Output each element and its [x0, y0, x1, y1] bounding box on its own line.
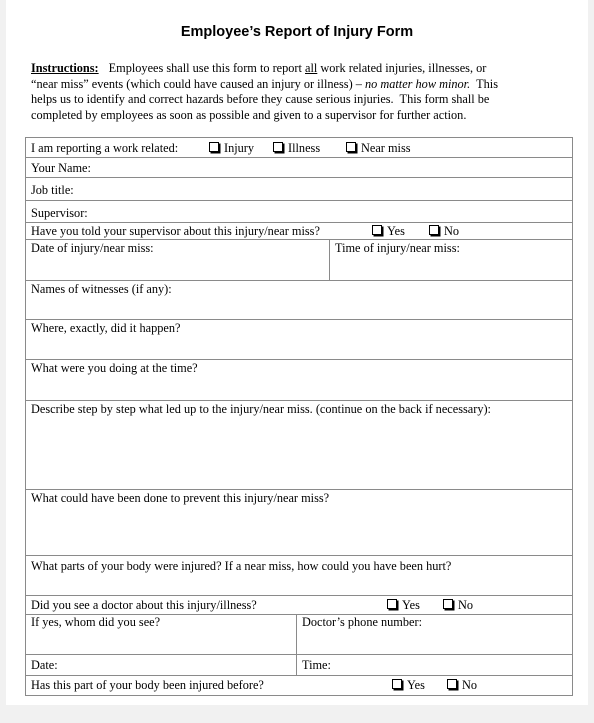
checkbox-square-icon [447, 679, 457, 689]
date-field[interactable] [26, 655, 296, 675]
row-see-doctor [26, 596, 572, 615]
checkbox-no-label: No [458, 598, 474, 612]
body-parts-label: What parts of your body were injured? If a near miss, how could you have been hurt? [31, 559, 452, 573]
instructions-text: “near miss” events (which could have caused an injury or illness) – [31, 76, 365, 91]
row-describe[interactable] [26, 401, 572, 490]
checkbox-illness[interactable] [273, 141, 320, 156]
see-doctor-label: Did you see a doctor about this injury/illness? [31, 598, 257, 612]
instructions-line-1 [31, 61, 551, 77]
checkbox-near-miss-label: Near miss [361, 141, 411, 155]
time-label: Time: [302, 658, 331, 672]
doing-label: What were you doing at the time? [31, 361, 198, 375]
instructions-line-3: helps us to identify and correct hazards before they cause serious injuries. This form shall be [31, 92, 490, 107]
whom-field[interactable] [26, 615, 296, 654]
witnesses-label: Names of witnesses (if any): [31, 282, 172, 296]
checkbox-before-yes[interactable] [392, 678, 425, 693]
row-injured-before [26, 676, 572, 696]
row-job-title[interactable] [26, 178, 572, 201]
checkbox-yes-label: Yes [387, 224, 405, 238]
time-injury-field[interactable] [329, 240, 572, 280]
checkbox-square-icon [372, 225, 382, 235]
instructions-line-2 [31, 77, 551, 93]
checkbox-square-icon [387, 599, 397, 609]
checkbox-told-yes[interactable] [372, 224, 405, 239]
instructions-text: work related injuries, illnesses, or [317, 61, 487, 75]
row-whom-phone [26, 615, 572, 655]
checkbox-no-label: No [444, 224, 460, 238]
page-edge-left [0, 0, 6, 723]
row-date-time [26, 655, 572, 676]
page-title: Employee’s Report of Injury Form [180, 24, 414, 40]
time-field[interactable] [296, 655, 572, 675]
date-injury-label: Date of injury/near miss: [31, 241, 154, 255]
checkbox-square-icon [443, 599, 453, 609]
checkbox-before-no[interactable] [447, 678, 477, 693]
row-witnesses[interactable] [26, 281, 572, 320]
describe-label: Describe step by step what led up to the injury/near miss. (continue on the back if necessary): [31, 402, 491, 416]
checkbox-near-miss[interactable] [346, 141, 411, 156]
injury-form-table [25, 137, 573, 696]
row-body-parts[interactable] [26, 556, 572, 596]
doctor-phone-label: Doctor’s phone number: [302, 615, 422, 629]
time-injury-label: Time of injury/near miss: [335, 241, 460, 255]
page-edge-bottom [0, 705, 594, 723]
told-supervisor-label: Have you told your supervisor about this injury/near miss? [31, 224, 320, 238]
checkbox-doctor-no[interactable] [443, 598, 473, 613]
checkbox-injury-label: Injury [224, 141, 255, 155]
instructions-paragraph [31, 61, 551, 124]
instructions-text: This [470, 76, 498, 91]
row-where[interactable] [26, 320, 572, 360]
row-prevent[interactable] [26, 490, 572, 556]
checkbox-yes-label: Yes [407, 678, 425, 692]
checkbox-injury[interactable] [209, 141, 254, 156]
checkbox-square-icon [346, 142, 356, 152]
your-name-label: Your Name: [31, 161, 91, 175]
instructions-text: Employees shall use this form to report [108, 61, 306, 75]
instructions-label: Instructions: [31, 61, 99, 75]
whom-label: If yes, whom did you see? [31, 615, 161, 629]
checkbox-square-icon [392, 679, 402, 689]
instructions-line-4: completed by employees as soon as possible and given to a supervisor for further action. [31, 108, 467, 123]
where-label: Where, exactly, did it happen? [31, 321, 181, 335]
supervisor-label: Supervisor: [31, 206, 88, 220]
instructions-emphasis-minor: no matter how minor. [364, 76, 471, 91]
row-reporting-type [26, 138, 572, 158]
row-told-supervisor [26, 223, 572, 240]
checkbox-yes-label: Yes [402, 598, 420, 612]
date-label: Date: [31, 658, 58, 672]
date-injury-field[interactable] [26, 240, 329, 280]
page-edge-right [588, 0, 594, 723]
checkbox-square-icon [209, 142, 219, 152]
injured-before-label: Has this part of your body been injured before? [31, 678, 264, 692]
checkbox-told-no[interactable] [429, 224, 459, 239]
checkbox-doctor-yes[interactable] [387, 598, 420, 613]
row-doing[interactable] [26, 360, 572, 401]
checkbox-no-label: No [462, 678, 478, 692]
checkbox-square-icon [429, 225, 439, 235]
prevent-label: What could have been done to prevent this injury/near miss? [31, 491, 330, 505]
job-title-label: Job title: [31, 183, 74, 197]
checkbox-square-icon [273, 142, 283, 152]
reporting-type-label: I am reporting a work related: [31, 141, 179, 155]
doctor-phone-field[interactable] [296, 615, 572, 654]
row-your-name[interactable] [26, 158, 572, 178]
row-date-time-injury [26, 240, 572, 281]
row-supervisor[interactable] [26, 201, 572, 223]
checkbox-illness-label: Illness [288, 141, 321, 155]
instructions-emphasis-all: all [305, 61, 318, 75]
